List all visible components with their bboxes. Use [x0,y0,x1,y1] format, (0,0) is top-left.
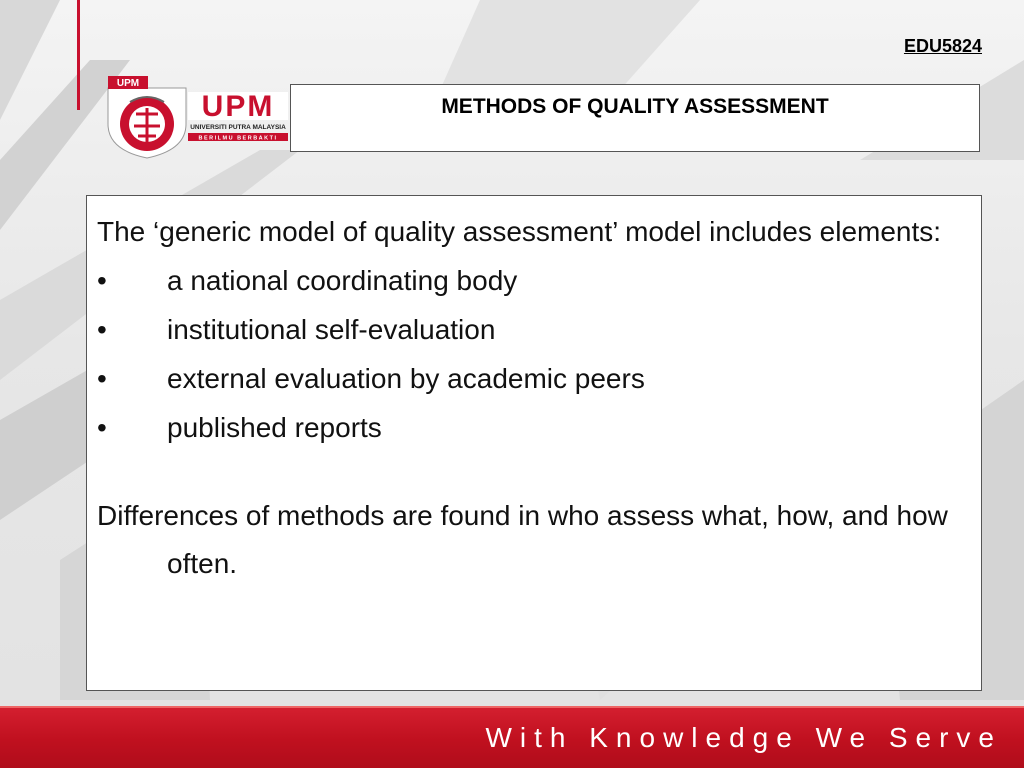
course-code: EDU5824 [903,36,982,56]
list-item [97,354,971,403]
bullet-marker: • [97,363,107,394]
upm-logo [106,74,290,160]
closing-paragraph: Differences of methods are found in who assess what, how, and how often. [97,500,948,579]
bullet-marker: • [97,265,107,296]
footer-highlight [0,706,1024,708]
bullet-text: institutional self-evaluation [167,314,496,345]
list-item [97,403,971,452]
footer-banner [0,706,1024,768]
bullet-list [97,256,971,452]
title-box [290,84,980,152]
intro-paragraph: The ‘generic model of quality assessment’ model includes elements: [97,216,942,247]
bullet-marker: • [97,412,107,443]
logo-badge-text: UPM [116,78,140,89]
bullet-marker: • [97,314,107,345]
logo-wordmark: UPM [201,90,275,123]
list-item [97,305,971,354]
footer-slogan: With Knowledge We Serve [485,722,1002,753]
bullet-text: published reports [167,412,382,443]
content-box [86,195,982,691]
logo-university-name: UNIVERSITI PUTRA MALAYSIA [190,124,286,131]
accent-line [77,0,80,110]
bullet-text: a national coordinating body [167,265,518,296]
slide-title: METHODS OF QUALITY ASSESSMENT [441,95,829,118]
bullet-text: external evaluation by academic peers [167,363,645,394]
logo-motto: BERILMU BERBAKTI [198,135,278,142]
list-item [97,256,971,305]
